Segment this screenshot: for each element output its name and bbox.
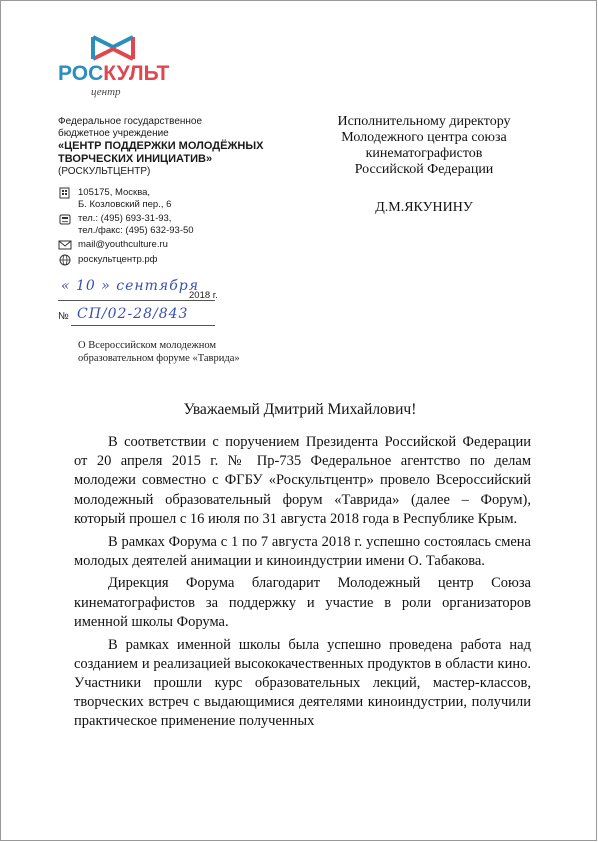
addressee-line4: Российской Федерации (354, 162, 494, 177)
org-name1: «ЦЕНТР ПОДДЕРЖКИ МОЛОДЁЖНЫХ (58, 140, 264, 152)
paragraph-2: В рамках Форума с 1 по 7 августа 2018 г. успешно состоялась смена молодых деятелей анимации и киноиндустрии имени О. Табакова. (74, 533, 531, 569)
addressee-block (319, 114, 529, 178)
addressee-line2: Молодежного центра союза (341, 130, 507, 145)
globe-icon (58, 254, 72, 266)
date-handwritten: « 10 » сентября (61, 278, 199, 294)
letter-body (74, 433, 531, 735)
subject-line2: образовательном форуме «Таврида» (78, 353, 240, 364)
mail-icon (58, 239, 72, 251)
phone-line2: тел./факс: (495) 632-93-50 (78, 224, 194, 236)
address-line1: 105175, Москва, (78, 187, 151, 198)
addressee-name: Д.М.ЯКУНИНУ (375, 200, 473, 215)
paragraph-1: В соответствии с поручением Президента Российской Федерации от 20 апреля 2015 г. № Пр-735 Федеральное агентство по делам молодежи совместно с ФГБУ «Роскультцентр» провело Всероссийский молодежный образовательный форум «Таврида» (далее – Форум), который прошел с 16 июля по 31 августа 2018 года в Республике Крым. (74, 434, 531, 527)
subject-line1: О Всероссийском молодежном (78, 340, 217, 351)
paragraph-3: Дирекция Форума благодарит Молодежный центр Союза кинематографистов за поддержку и участие в роли организаторов именной школы Форума. (74, 575, 531, 630)
number-handwritten: СП/02-28/843 (77, 306, 189, 322)
logo-part-ros: РОС (58, 62, 104, 85)
phone-line1: тел.: (495) 693-31-93, (78, 213, 172, 224)
address-line2: Б. Козловский пер., 6 (78, 198, 172, 210)
addressee-line1: Исполнительному директору (337, 114, 511, 129)
paragraph-4: В рамках именной школы была успешно проведена работа над созданием и реализацией высококачественных продуктов в области кино. Участники прошли курс образовательных лекций, мастер-классов, творческих встреч с выдающимися деятелями киноиндустрии, получили практическое применение полученных (74, 636, 531, 730)
building-icon (58, 187, 72, 199)
email-text: mail@youthculture.ru (78, 239, 168, 250)
contact-email (58, 239, 194, 251)
subject-block (78, 339, 240, 365)
logo-wordmark (58, 63, 169, 85)
number-label: № (58, 311, 69, 322)
contact-address (58, 187, 194, 210)
org-abbr: (РОСКУЛЬТЦЕНТР) (58, 166, 151, 177)
phone-icon (58, 213, 72, 225)
contact-phone (58, 213, 194, 236)
org-name2: ТВОРЧЕСКИХ ИНИЦИАТИВ» (58, 153, 213, 165)
contacts-block (58, 187, 194, 268)
contact-site (58, 254, 194, 266)
greeting: Уважаемый Дмитрий Михайлович! (183, 401, 417, 418)
org-line1: Федеральное государственное (58, 116, 203, 127)
org-block (58, 116, 263, 178)
date-year: 2018 г. (189, 290, 218, 301)
org-line2: бюджетное учреждение (58, 128, 169, 139)
addressee-line3: кинематографистов (365, 146, 483, 161)
logo-tagline: центр (91, 86, 121, 98)
roskult-logo-icon (89, 31, 137, 65)
logo-part-kult: КУЛЬТ (103, 62, 170, 85)
site-text: роскультцентр.рф (78, 253, 158, 265)
